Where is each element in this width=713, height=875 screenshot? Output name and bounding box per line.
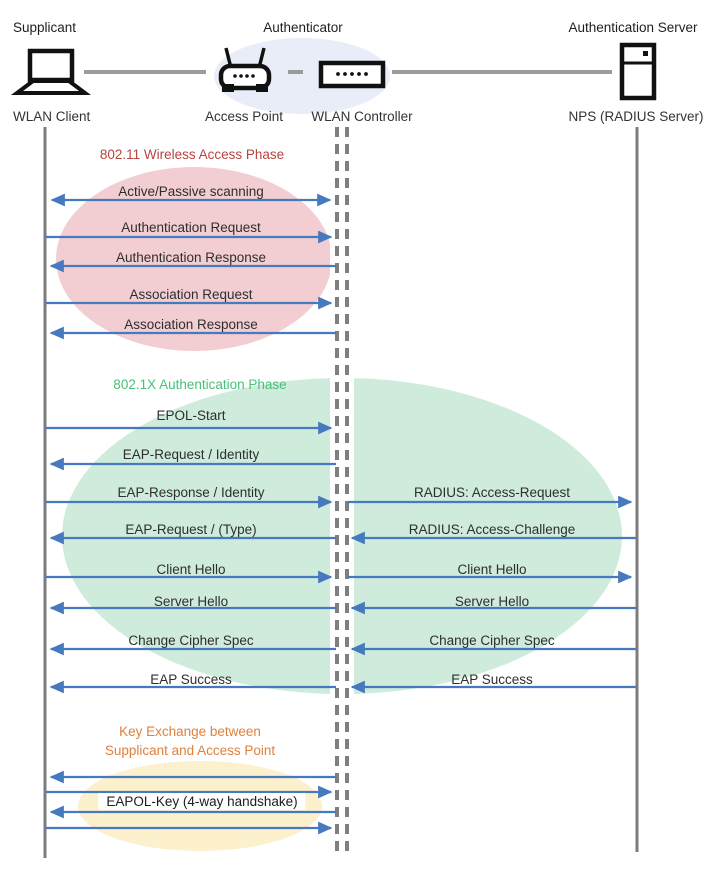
- message-label: Association Response: [124, 317, 258, 332]
- role-label-supplicant: Supplicant: [13, 20, 77, 35]
- message-label: EAP-Request / Identity: [122, 447, 260, 462]
- message-label: Client Hello: [457, 562, 527, 577]
- message-label: EAP-Request / (Type): [125, 522, 257, 537]
- role-label-authenticator: Authenticator: [263, 20, 343, 35]
- message-label: RADIUS: Access-Request: [413, 485, 571, 500]
- message-label: Association Request: [129, 287, 253, 302]
- phase2-title: 802.1X Authentication Phase: [113, 377, 287, 392]
- phase1-title: 802.11 Wireless Access Phase: [99, 147, 285, 162]
- message-label: Client Hello: [156, 562, 226, 577]
- laptop-icon: [17, 51, 85, 93]
- message-label: RADIUS: Access-Challenge: [408, 522, 576, 537]
- message-label: Server Hello: [153, 594, 229, 609]
- device-label-wlan-controller: WLAN Controller: [311, 109, 413, 124]
- message-label: Change Cipher Spec: [128, 633, 254, 648]
- tunnel-gap-band: [330, 127, 354, 853]
- message-label: EAP-Response / Identity: [117, 485, 265, 500]
- phase3-title-line2: Supplicant and Access Point: [104, 743, 276, 758]
- phase3-title-line1: Key Exchange between: [119, 724, 261, 739]
- message-label: Server Hello: [454, 594, 530, 609]
- message-label: Authentication Response: [115, 250, 267, 265]
- message-label: EAP Success: [451, 672, 533, 687]
- device-label-wlan-client: WLAN Client: [13, 109, 91, 124]
- message-label: Change Cipher Spec: [429, 633, 555, 648]
- server-icon: [622, 45, 654, 98]
- role-label-authentication-server: Authentication Server: [568, 20, 698, 35]
- message-label: EAP Success: [150, 672, 232, 687]
- message-label: EPOL-Start: [156, 408, 226, 423]
- device-label-nps-radius-server: NPS (RADIUS Server): [568, 109, 704, 124]
- device-label-access-point: Access Point: [204, 109, 284, 124]
- message-label: Authentication Request: [121, 220, 261, 235]
- message-label: EAPOL-Key (4-way handshake): [98, 793, 305, 810]
- wlan-controller-icon: [321, 63, 383, 86]
- message-label: Active/Passive scanning: [118, 184, 264, 199]
